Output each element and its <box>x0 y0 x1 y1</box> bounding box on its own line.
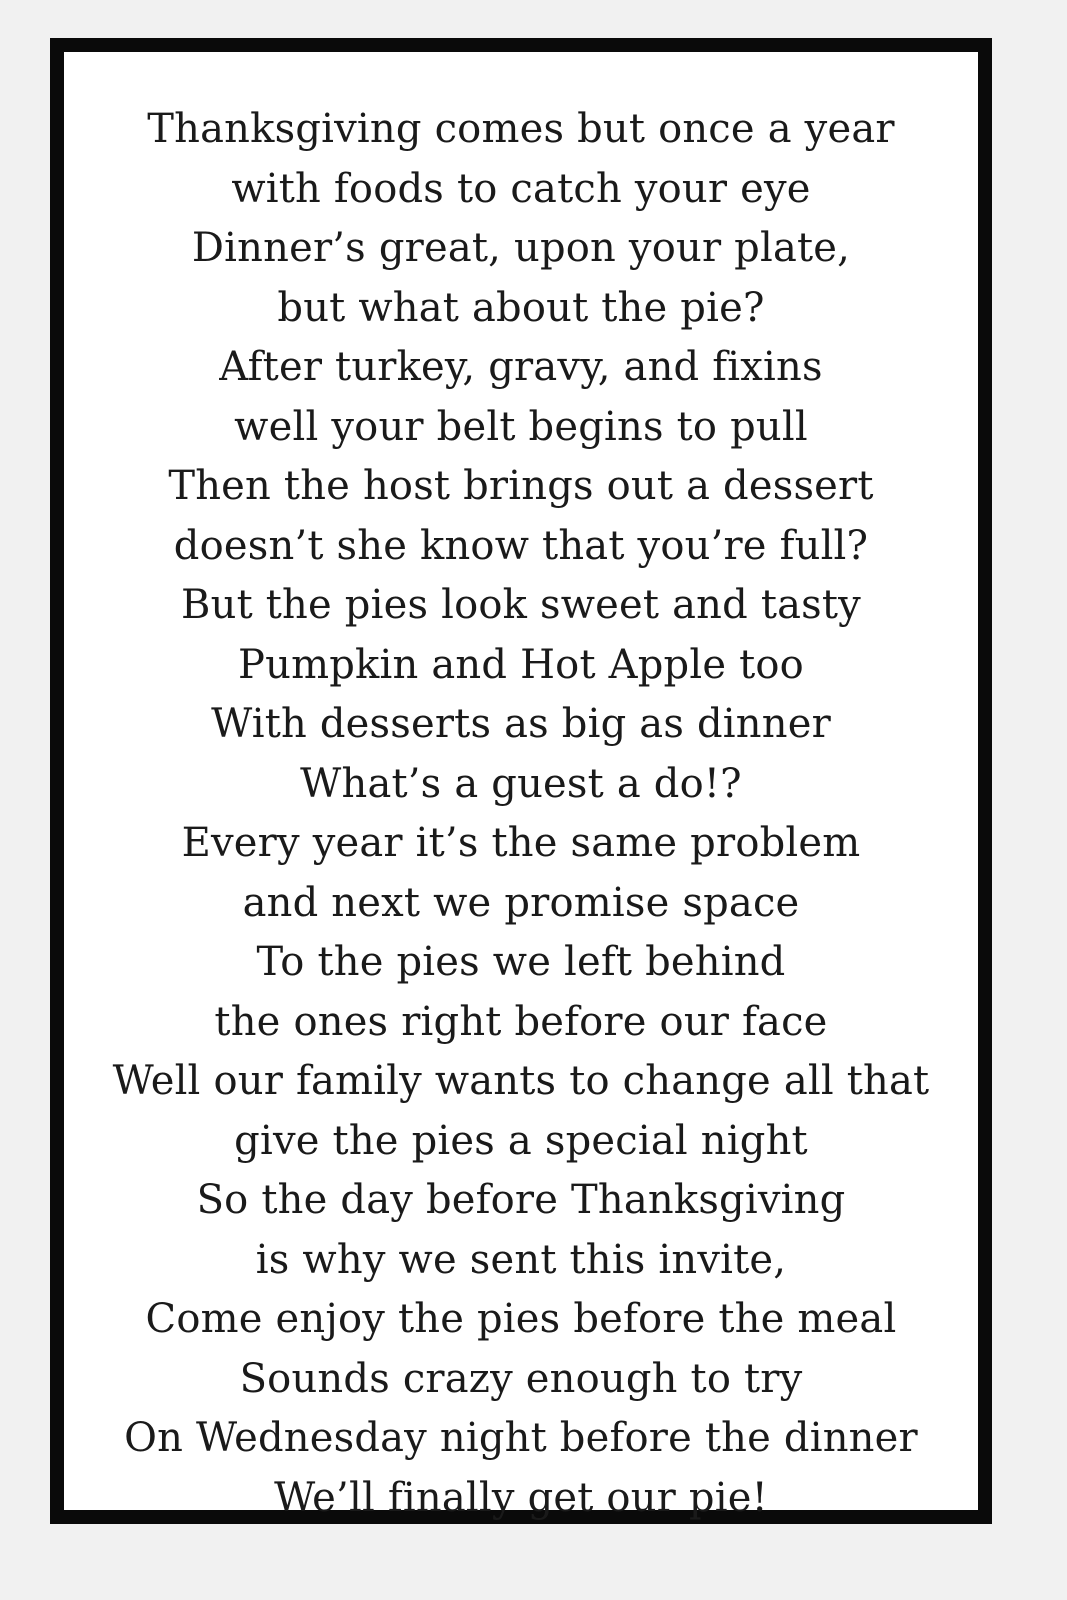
poem-line: To the pies we left behind <box>256 939 786 985</box>
poem-line: but what about the pie? <box>277 284 765 331</box>
poem-line: Thanksgiving comes but once a year <box>147 106 895 152</box>
poem-line: give the pies a special night <box>234 1117 808 1164</box>
poem-line: On Wednesday night before the dinner <box>124 1415 918 1461</box>
poem-line: After turkey, gravy, and fixins <box>219 344 823 390</box>
poem-line: well your belt begins to pull <box>234 403 808 450</box>
poem-line: with foods to catch your eye <box>231 165 811 212</box>
poem-line: Dinner’s great, upon your plate, <box>191 225 851 271</box>
poem-line: and next we promise space <box>242 879 800 926</box>
poem-line: Come enjoy the pies before the meal <box>145 1296 897 1342</box>
poem-line: So the day before Thanksgiving <box>196 1177 846 1223</box>
poem-text <box>64 100 978 1528</box>
poem-line: Sounds crazy enough to try <box>239 1355 803 1402</box>
poem-line: doesn’t she know that you’re full? <box>173 522 869 569</box>
poem-line: Pumpkin and Hot Apple too <box>238 641 804 688</box>
poem-line: Every year it’s the same problem <box>181 820 861 866</box>
poem-line: We’ll finally get our pie! <box>274 1474 768 1521</box>
poem-line: Then the host brings out a dessert <box>168 463 874 509</box>
poem-line: With desserts as big as dinner <box>211 701 831 747</box>
poem-line: What’s a guest a do!? <box>300 760 742 807</box>
poem-line: But the pies look sweet and tasty <box>181 582 861 628</box>
poem-line: the ones right before our face <box>214 998 828 1045</box>
poem-card <box>50 38 992 1524</box>
poem-line: is why we sent this invite, <box>255 1236 787 1283</box>
poem-line: Well our family wants to change all that <box>112 1058 930 1104</box>
